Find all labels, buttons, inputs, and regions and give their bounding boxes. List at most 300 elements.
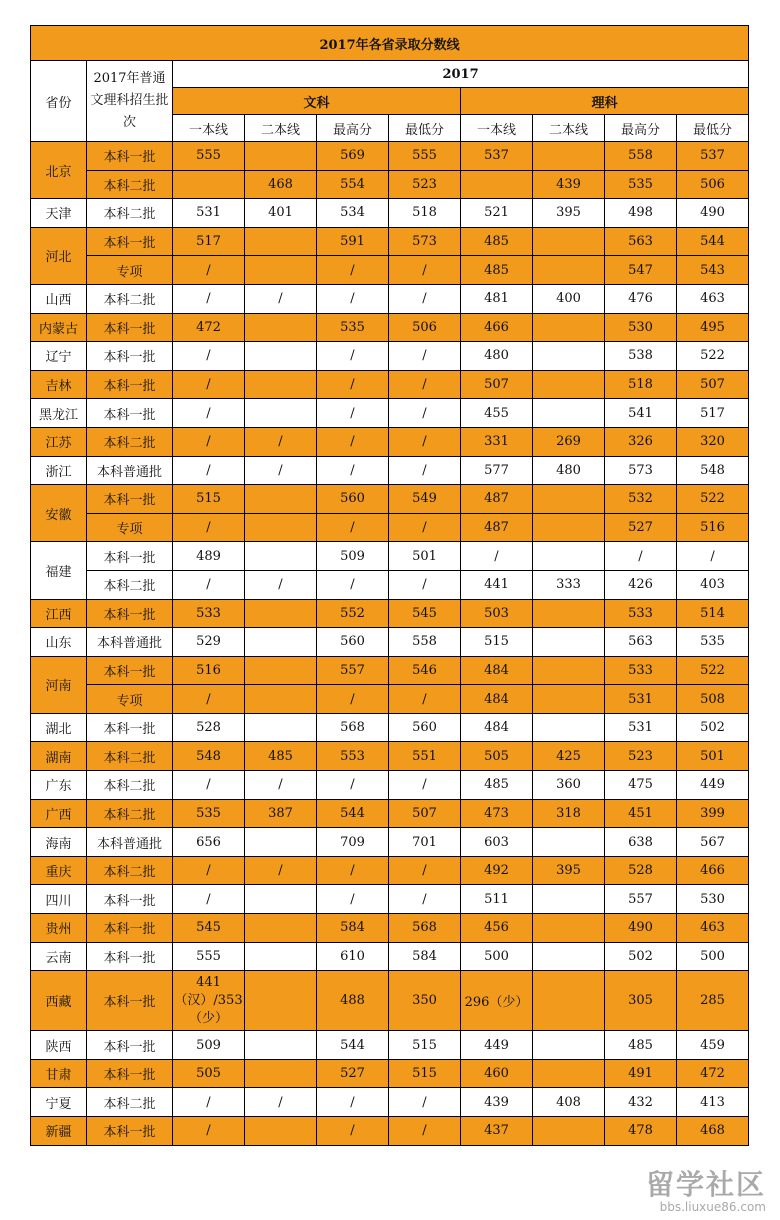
score-cell: 568 <box>317 713 389 742</box>
score-cell: 478 <box>605 1117 677 1146</box>
score-cell <box>245 599 317 628</box>
score-cell <box>533 227 605 256</box>
province-cell: 甘肃 <box>31 1059 87 1088</box>
batch-cell: 本科一批 <box>87 599 173 628</box>
wenke-header: 文科 <box>173 88 461 115</box>
score-cell: 547 <box>605 256 677 285</box>
table-row <box>31 485 749 514</box>
table-row <box>31 570 749 599</box>
score-cell: 350 <box>389 971 461 1031</box>
watermark <box>646 1170 766 1214</box>
score-cell: 610 <box>317 942 389 971</box>
score-cell: / <box>389 342 461 371</box>
score-cell <box>245 713 317 742</box>
like-header: 理科 <box>461 88 749 115</box>
province-cell: 陕西 <box>31 1031 87 1060</box>
province-cell: 西藏 <box>31 971 87 1031</box>
score-cell: 501 <box>677 742 749 771</box>
province-cell: 江苏 <box>31 427 87 456</box>
score-cell: 492 <box>461 856 533 885</box>
score-cell: 515 <box>389 1059 461 1088</box>
province-cell: 云南 <box>31 942 87 971</box>
province-cell: 内蒙古 <box>31 313 87 342</box>
batch-cell: 本科一批 <box>87 885 173 914</box>
score-cell <box>245 628 317 657</box>
score-cell <box>533 513 605 542</box>
score-cell: 569 <box>317 142 389 171</box>
score-cell <box>533 628 605 657</box>
score-cell: 498 <box>605 199 677 228</box>
score-cell: 425 <box>533 742 605 771</box>
score-cell: 558 <box>389 628 461 657</box>
score-cell: / <box>389 284 461 313</box>
table-title: 2017年各省录取分数线 <box>31 26 749 61</box>
score-cell: / <box>245 284 317 313</box>
score-cell: 533 <box>605 599 677 628</box>
batch-cell: 本科一批 <box>87 656 173 685</box>
score-cell: 528 <box>605 856 677 885</box>
score-cell: / <box>173 256 245 285</box>
score-cell: 484 <box>461 656 533 685</box>
score-cell: / <box>173 771 245 800</box>
score-cell: 527 <box>317 1059 389 1088</box>
column-header: 二本线 <box>533 115 605 142</box>
column-header: 最高分 <box>317 115 389 142</box>
column-header: 最高分 <box>605 115 677 142</box>
score-cell <box>245 227 317 256</box>
score-cell: 480 <box>461 342 533 371</box>
score-cell <box>245 885 317 914</box>
score-cell <box>245 1059 317 1088</box>
province-cell: 湖北 <box>31 713 87 742</box>
column-header: 二本线 <box>245 115 317 142</box>
score-cell: / <box>317 1117 389 1146</box>
score-cell <box>533 942 605 971</box>
table-row <box>31 942 749 971</box>
score-cell: 395 <box>533 199 605 228</box>
score-cell: 523 <box>605 742 677 771</box>
score-cell: 331 <box>461 427 533 456</box>
score-cell: 701 <box>389 828 461 857</box>
score-cell: / <box>389 685 461 714</box>
batch-cell: 本科一批 <box>87 914 173 943</box>
batch-cell: 本科一批 <box>87 1031 173 1060</box>
province-cell: 四川 <box>31 885 87 914</box>
score-cell: 551 <box>389 742 461 771</box>
score-cell <box>533 342 605 371</box>
score-cell: 484 <box>461 713 533 742</box>
table-row <box>31 170 749 199</box>
score-cell: 449 <box>677 771 749 800</box>
province-cell: 山西 <box>31 284 87 313</box>
score-cell: 495 <box>677 313 749 342</box>
score-cell: 463 <box>677 284 749 313</box>
score-cell: / <box>173 685 245 714</box>
score-cell: 531 <box>605 685 677 714</box>
score-cell <box>245 914 317 943</box>
score-cell <box>245 342 317 371</box>
score-cell: / <box>245 570 317 599</box>
score-cell: / <box>245 771 317 800</box>
score-cell: 437 <box>461 1117 533 1146</box>
score-cell: 567 <box>677 828 749 857</box>
score-cell: / <box>317 427 389 456</box>
score-cell: 555 <box>389 142 461 171</box>
score-cell: 432 <box>605 1088 677 1117</box>
batch-cell: 本科二批 <box>87 427 173 456</box>
score-cell: 553 <box>317 742 389 771</box>
score-cell: 584 <box>317 914 389 943</box>
score-cell: 490 <box>605 914 677 943</box>
score-cell <box>245 942 317 971</box>
table-row <box>31 1031 749 1060</box>
batch-cell: 本科普通批 <box>87 456 173 485</box>
column-header: 最低分 <box>389 115 461 142</box>
score-cell <box>245 656 317 685</box>
score-cell: 563 <box>605 628 677 657</box>
score-cell: 473 <box>461 799 533 828</box>
table-row <box>31 885 749 914</box>
score-cell: 535 <box>605 170 677 199</box>
score-cell: 656 <box>173 828 245 857</box>
score-cell <box>533 370 605 399</box>
table-row <box>31 199 749 228</box>
score-cell: / <box>173 570 245 599</box>
score-cell: 568 <box>389 914 461 943</box>
score-cell: 532 <box>605 485 677 514</box>
score-cell: / <box>173 456 245 485</box>
province-cell: 吉林 <box>31 370 87 399</box>
score-cell: 472 <box>173 313 245 342</box>
score-cell: 451 <box>605 799 677 828</box>
score-cell: 505 <box>461 742 533 771</box>
score-cell <box>533 399 605 428</box>
score-cell: / <box>317 685 389 714</box>
batch-cell: 本科一批 <box>87 542 173 571</box>
score-cell: 511 <box>461 885 533 914</box>
score-cell <box>245 256 317 285</box>
province-cell: 海南 <box>31 828 87 857</box>
score-cell: 506 <box>677 170 749 199</box>
score-cell: 558 <box>605 142 677 171</box>
score-cell: / <box>389 570 461 599</box>
score-cell: 516 <box>173 656 245 685</box>
province-cell: 辽宁 <box>31 342 87 371</box>
table-row <box>31 427 749 456</box>
score-cell: / <box>245 856 317 885</box>
table-row <box>31 1088 749 1117</box>
score-cell: 554 <box>317 170 389 199</box>
score-cell: 573 <box>389 227 461 256</box>
score-cell <box>245 513 317 542</box>
score-cell: 560 <box>389 713 461 742</box>
score-cell <box>245 313 317 342</box>
score-cell <box>533 1059 605 1088</box>
score-cell: 557 <box>317 656 389 685</box>
score-cell: 531 <box>173 199 245 228</box>
score-cell: 480 <box>533 456 605 485</box>
table-row <box>31 713 749 742</box>
batch-cell: 本科二批 <box>87 570 173 599</box>
score-cell: 591 <box>317 227 389 256</box>
score-cell: 487 <box>461 513 533 542</box>
score-cell: 441 <box>461 570 533 599</box>
batch-cell: 专项 <box>87 256 173 285</box>
table-row <box>31 399 749 428</box>
score-cell: / <box>173 513 245 542</box>
score-cell: 549 <box>389 485 461 514</box>
score-cell: 557 <box>605 885 677 914</box>
score-cell: 555 <box>173 142 245 171</box>
batch-cell: 本科二批 <box>87 742 173 771</box>
batch-cell: 本科一批 <box>87 1059 173 1088</box>
score-cell: / <box>317 771 389 800</box>
score-cell: 466 <box>677 856 749 885</box>
score-cell <box>533 656 605 685</box>
batch-cell: 本科二批 <box>87 284 173 313</box>
score-cell: 545 <box>389 599 461 628</box>
score-cell <box>245 828 317 857</box>
score-cell <box>245 542 317 571</box>
score-cell: 533 <box>173 599 245 628</box>
score-cell: 509 <box>173 1031 245 1060</box>
score-cell <box>533 914 605 943</box>
batch-cell: 本科二批 <box>87 856 173 885</box>
score-cell: 395 <box>533 856 605 885</box>
score-cell: 408 <box>533 1088 605 1117</box>
score-cell: 508 <box>677 685 749 714</box>
batch-cell: 本科二批 <box>87 799 173 828</box>
score-cell: 543 <box>677 256 749 285</box>
score-cell: 360 <box>533 771 605 800</box>
score-cell: 484 <box>461 685 533 714</box>
score-cell: / <box>317 370 389 399</box>
score-cell: 413 <box>677 1088 749 1117</box>
score-cell: 603 <box>461 828 533 857</box>
province-cell: 福建 <box>31 542 87 599</box>
score-cell: / <box>389 256 461 285</box>
score-cell: 638 <box>605 828 677 857</box>
score-cell: / <box>173 370 245 399</box>
score-cell: 545 <box>173 914 245 943</box>
batch-cell: 本科一批 <box>87 370 173 399</box>
score-cell <box>245 370 317 399</box>
score-cell: 475 <box>605 771 677 800</box>
score-cell <box>533 599 605 628</box>
score-cell: 485 <box>461 227 533 256</box>
score-cell: 528 <box>173 713 245 742</box>
score-cell: 501 <box>389 542 461 571</box>
score-cell: 507 <box>389 799 461 828</box>
score-cell: 544 <box>317 1031 389 1060</box>
score-cell <box>533 256 605 285</box>
score-cell: 318 <box>533 799 605 828</box>
score-cell: / <box>173 399 245 428</box>
score-cell: 527 <box>605 513 677 542</box>
score-cell: 505 <box>173 1059 245 1088</box>
score-cell <box>533 828 605 857</box>
province-cell: 广东 <box>31 771 87 800</box>
table-row <box>31 513 749 542</box>
table-row <box>31 370 749 399</box>
batch-cell: 本科一批 <box>87 971 173 1031</box>
table-row <box>31 742 749 771</box>
score-cell <box>533 1117 605 1146</box>
score-cell <box>245 1117 317 1146</box>
score-cell: 516 <box>677 513 749 542</box>
table-row <box>31 313 749 342</box>
score-cell: 466 <box>461 313 533 342</box>
score-cell: 459 <box>677 1031 749 1060</box>
score-cell: / <box>173 342 245 371</box>
score-cell: 485 <box>605 1031 677 1060</box>
score-cell: 449 <box>461 1031 533 1060</box>
score-cell: 534 <box>317 199 389 228</box>
year-header: 2017 <box>173 61 749 88</box>
province-cell: 黑龙江 <box>31 399 87 428</box>
score-cell: 709 <box>317 828 389 857</box>
score-cell: 522 <box>677 485 749 514</box>
watermark-logo-text: 留学社区 <box>645 1168 766 1201</box>
province-cell: 安徽 <box>31 485 87 542</box>
score-cell: / <box>317 284 389 313</box>
score-cell: 489 <box>173 542 245 571</box>
batch-cell: 本科一批 <box>87 313 173 342</box>
score-cell: 541 <box>605 399 677 428</box>
score-cell: 506 <box>389 313 461 342</box>
score-cell: 487 <box>461 485 533 514</box>
score-cell: / <box>245 427 317 456</box>
batch-cell: 本科普通批 <box>87 828 173 857</box>
score-cell <box>533 485 605 514</box>
batch-cell: 本科二批 <box>87 199 173 228</box>
score-cell: 399 <box>677 799 749 828</box>
table-row <box>31 1059 749 1088</box>
table-row <box>31 284 749 313</box>
batch-cell: 本科一批 <box>87 342 173 371</box>
score-cell: 560 <box>317 485 389 514</box>
table-row <box>31 142 749 171</box>
score-cell: 507 <box>461 370 533 399</box>
score-cell: 523 <box>389 170 461 199</box>
score-cell <box>533 713 605 742</box>
score-cell: 533 <box>605 656 677 685</box>
score-cell: / <box>173 427 245 456</box>
table-row <box>31 771 749 800</box>
province-cell: 湖南 <box>31 742 87 771</box>
score-cell: / <box>389 370 461 399</box>
score-cell: 517 <box>677 399 749 428</box>
batch-cell: 专项 <box>87 513 173 542</box>
batch-cell: 本科二批 <box>87 771 173 800</box>
score-cell: 481 <box>461 284 533 313</box>
score-cell <box>245 485 317 514</box>
table-row <box>31 828 749 857</box>
province-cell: 江西 <box>31 599 87 628</box>
score-cell: / <box>317 399 389 428</box>
score-cell <box>533 971 605 1031</box>
score-cell: 403 <box>677 570 749 599</box>
score-cell: / <box>317 513 389 542</box>
score-cell: 441（汉）/353（少） <box>173 971 245 1031</box>
score-cell <box>533 1031 605 1060</box>
score-cell: 548 <box>677 456 749 485</box>
score-cell: 468 <box>677 1117 749 1146</box>
score-cell: 320 <box>677 427 749 456</box>
score-cell <box>245 399 317 428</box>
province-cell: 浙江 <box>31 456 87 485</box>
score-cell: 515 <box>173 485 245 514</box>
score-cell: / <box>173 284 245 313</box>
score-cell <box>461 170 533 199</box>
score-cell: 490 <box>677 199 749 228</box>
province-cell: 宁夏 <box>31 1088 87 1117</box>
province-cell: 天津 <box>31 199 87 228</box>
score-cell: 491 <box>605 1059 677 1088</box>
table-row <box>31 656 749 685</box>
score-cell: 530 <box>677 885 749 914</box>
score-cell: 560 <box>317 628 389 657</box>
score-cell: 538 <box>605 342 677 371</box>
score-cell: / <box>389 456 461 485</box>
score-cell <box>245 142 317 171</box>
score-cell: 460 <box>461 1059 533 1088</box>
score-cell: 522 <box>677 656 749 685</box>
score-cell: 552 <box>317 599 389 628</box>
score-cell: / <box>461 542 533 571</box>
province-cell: 河北 <box>31 227 87 284</box>
score-cell: 514 <box>677 599 749 628</box>
score-cell: 485 <box>245 742 317 771</box>
batch-cell: 专项 <box>87 685 173 714</box>
table-row <box>31 227 749 256</box>
score-cell: 333 <box>533 570 605 599</box>
score-cell: 468 <box>245 170 317 199</box>
score-cell: / <box>677 542 749 571</box>
table-row <box>31 256 749 285</box>
batch-cell: 本科普通批 <box>87 628 173 657</box>
score-cell: 535 <box>677 628 749 657</box>
score-cell: 522 <box>677 342 749 371</box>
score-cell: / <box>317 1088 389 1117</box>
batch-cell: 本科一批 <box>87 485 173 514</box>
score-cell: / <box>245 456 317 485</box>
score-cell: 502 <box>677 713 749 742</box>
score-cell: / <box>173 1117 245 1146</box>
score-cell: 387 <box>245 799 317 828</box>
score-cell: / <box>173 885 245 914</box>
score-cell: / <box>173 856 245 885</box>
score-cell: 269 <box>533 427 605 456</box>
score-cell: 463 <box>677 914 749 943</box>
table-row <box>31 799 749 828</box>
score-cell: / <box>605 542 677 571</box>
batch-cell: 本科一批 <box>87 713 173 742</box>
score-cell: 544 <box>317 799 389 828</box>
score-cell: 577 <box>461 456 533 485</box>
score-cell: 296（少） <box>461 971 533 1031</box>
score-cell: 548 <box>173 742 245 771</box>
province-cell: 贵州 <box>31 914 87 943</box>
score-cell: / <box>317 856 389 885</box>
table-row <box>31 542 749 571</box>
score-cell: 535 <box>317 313 389 342</box>
score-cell: 488 <box>317 971 389 1031</box>
province-cell: 北京 <box>31 142 87 199</box>
table-row <box>31 856 749 885</box>
score-cell: 426 <box>605 570 677 599</box>
score-cell: 502 <box>605 942 677 971</box>
